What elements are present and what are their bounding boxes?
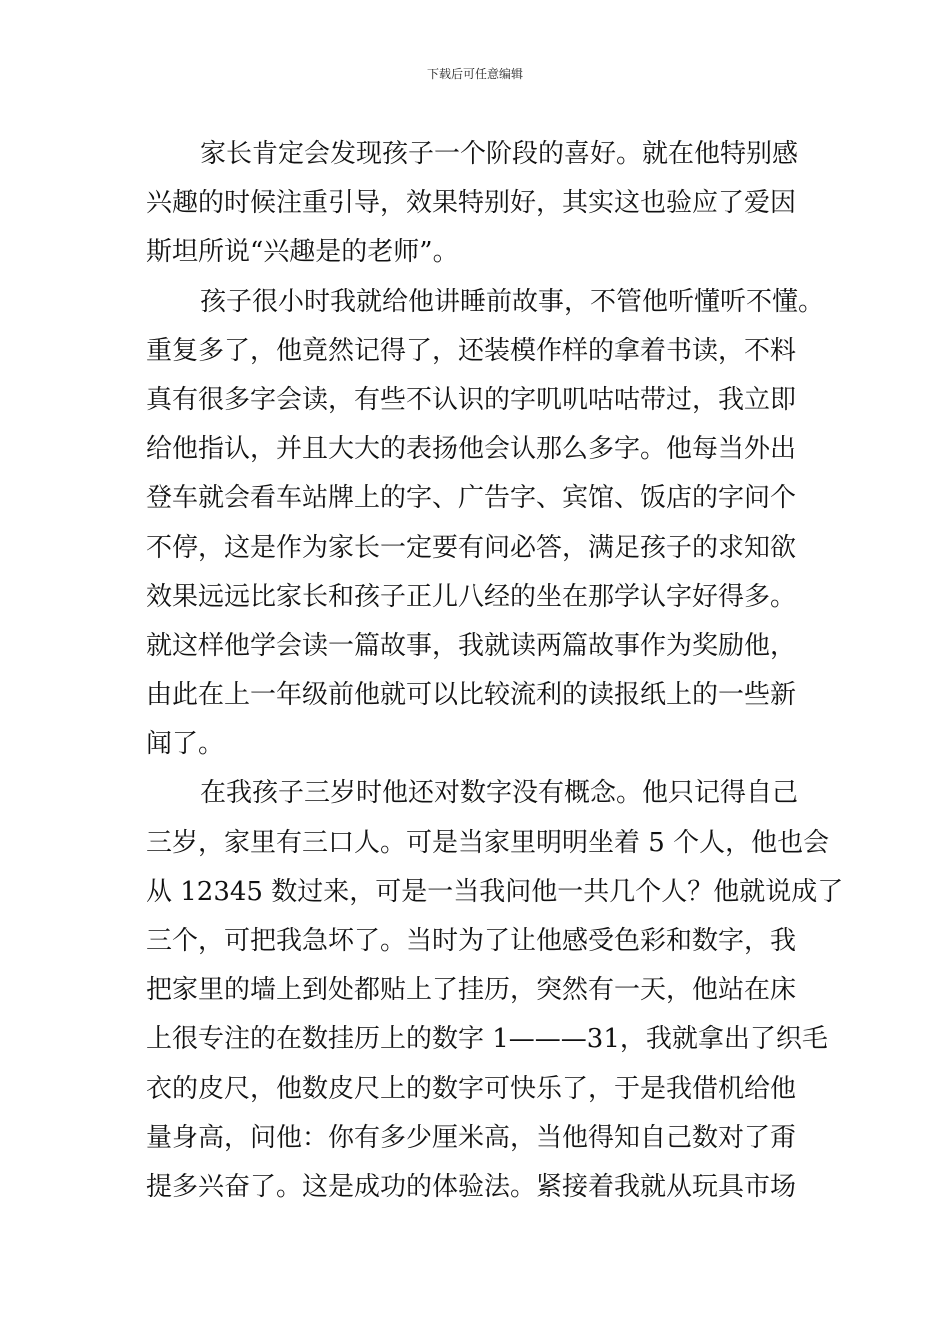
text-line: 效果远远比家长和孩子正儿八经的坐在那学认字好得多。	[146, 581, 797, 612]
text-line: 提多兴奋了。这是成功的体验法。紧接着我就从玩具市场	[146, 1171, 797, 1202]
text-line: 兴趣的时候注重引导，效果特别好，其实这也验应了爱因	[146, 188, 797, 219]
text-line: 量身高，问他：你有多少厘米高，当他得知自己数对了甭	[146, 1122, 797, 1153]
text-line: 不停，这是作为家长一定要有问必答，满足孩子的求知欲	[146, 532, 797, 563]
text-line: 家长肯定会发现孩子一个阶段的喜好。就在他特别感	[200, 139, 799, 169]
text-line: 闻了。	[146, 729, 225, 760]
paragraph-1	[146, 130, 816, 278]
text-line: 由此在上一年级前他就可以比较流利的读报纸上的一些新	[146, 680, 797, 711]
page-header: 下载后可任意编辑	[426, 67, 523, 81]
text-line: 登车就会看车站牌上的字、广告字、宾馆、饭店的字问个	[146, 483, 797, 514]
text-line: 衣的皮尺，他数皮尺上的数字可快乐了，于是我借机给他	[146, 1073, 797, 1104]
text-line: 从 12345 数过来，可是一当我问他一共几个人？他就说成了	[146, 876, 844, 907]
text-line: 在我孩子三岁时他还对数字没有概念。他只记得自己	[200, 778, 799, 809]
document-body	[146, 130, 844, 1212]
text-line: 斯坦所说“兴趣是的老师”。	[146, 237, 459, 268]
text-line: 孩子很小时我就给他讲睡前故事，不管他听懂听不懂。	[200, 286, 825, 317]
text-line: 给他指认，并且大大的表扬他会认那么多字。他每当外出	[146, 434, 797, 465]
text-line: 把家里的墙上到处都贴上了挂历，突然有一天，他站在床	[146, 975, 797, 1006]
text-line: 就这样他学会读一篇故事，我就读两篇故事作为奖励他，	[146, 630, 797, 661]
text-line: 真有很多字会读，有些不认识的字叽叽咕咕带过，我立即	[146, 384, 797, 415]
text-line: 重复多了，他竟然记得了，还装模作样的拿着书读，不料	[146, 335, 797, 366]
paragraph-2	[146, 278, 825, 770]
text-line: 上很专注的在数挂历上的数字 1———31，我就拿出了织毛	[146, 1024, 828, 1055]
paragraph-3	[146, 769, 844, 1212]
text-line: 三岁，家里有三口人。可是当家里明明坐着 5 个人，他也会	[146, 827, 830, 858]
text-line: 三个，可把我急坏了。当时为了让他感受色彩和数字，我	[146, 926, 797, 956]
